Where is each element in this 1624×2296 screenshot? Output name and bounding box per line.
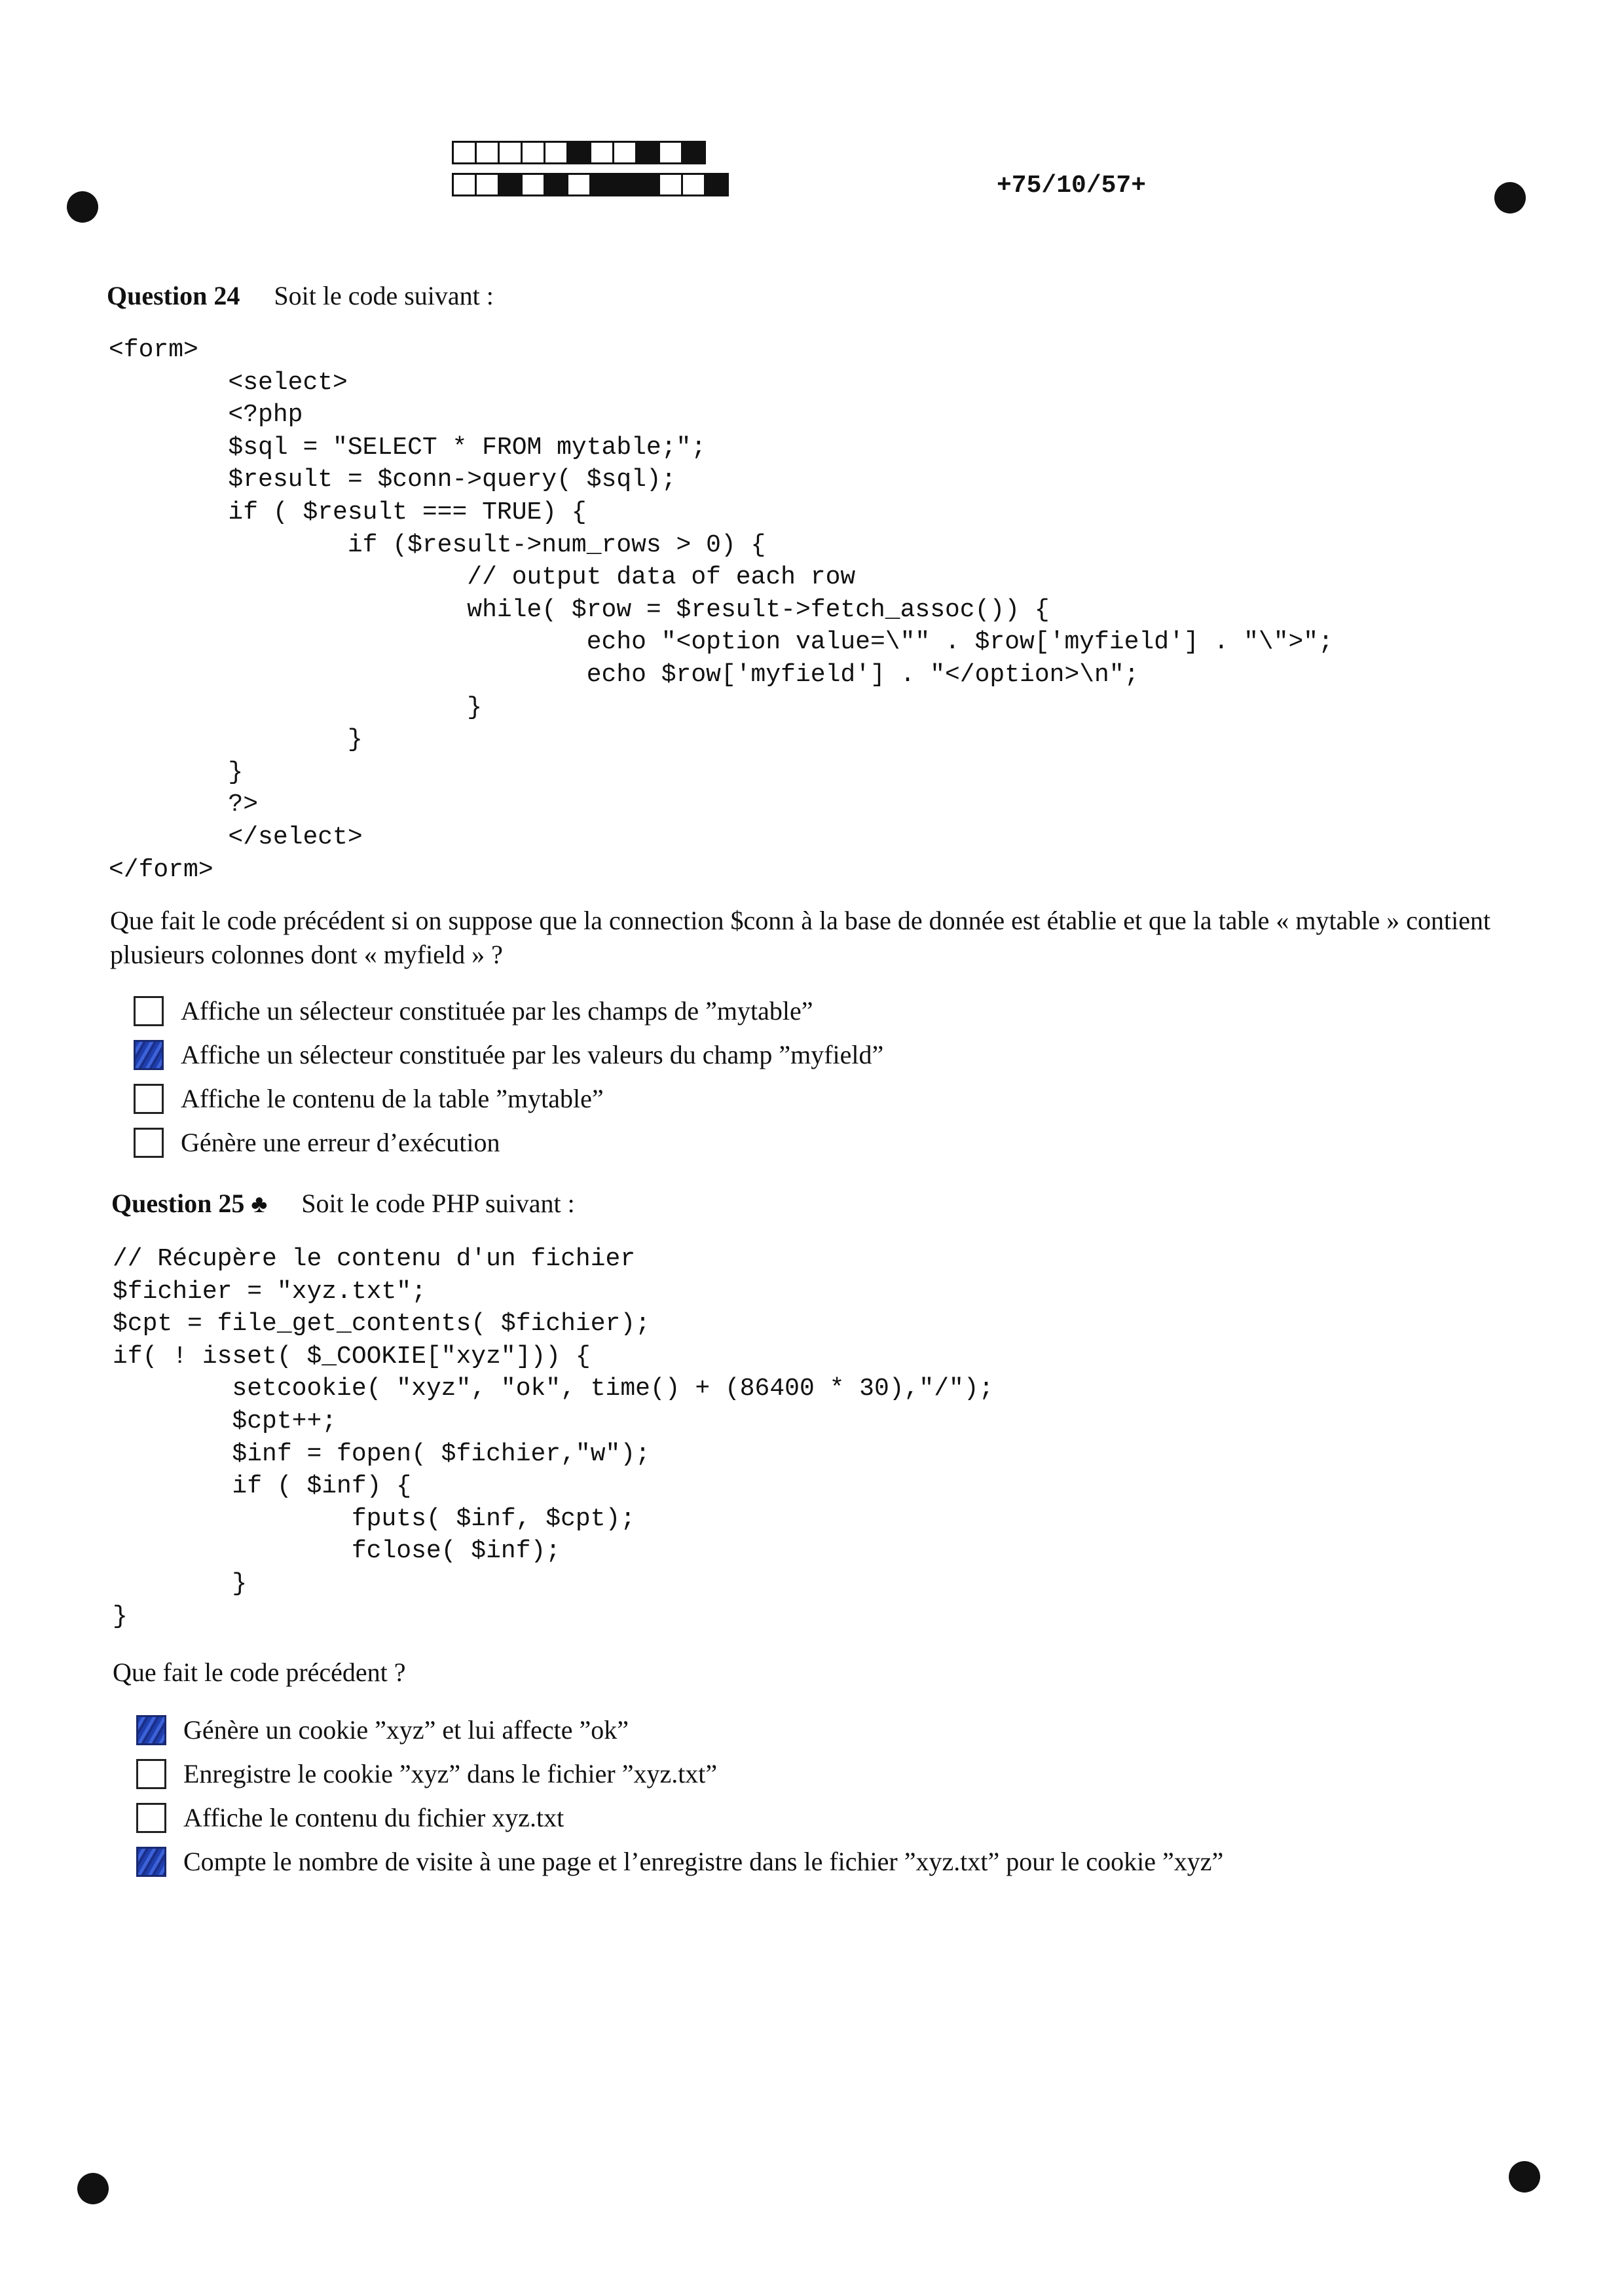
barcode-cell: [452, 173, 477, 196]
answer-option[interactable]: [134, 1120, 883, 1164]
question-24-code: <form> <select> <?php $sql = "SELECT * FROM mytable;"; $result = $conn->query( $sql); if ( $result === TRUE) { if ($result->num_rows > 0) { // output data of each row while( $row = $result->fetch_assoc()) { echo "<option value=\"" . $row['myfield'] . "\">"; echo $row['myfield'] . "</option>\n"; } } } ?> </select> </form>: [109, 336, 1333, 884]
barcode-row-bottom: [452, 173, 727, 196]
answer-option[interactable]: [136, 1752, 1223, 1796]
answer-checkbox[interactable]: [134, 996, 164, 1026]
barcode-cell: [475, 173, 500, 196]
question-24-answers: [134, 989, 883, 1164]
question-25-prompt: Que fait le code précédent ?: [113, 1657, 406, 1687]
club-icon: ♣: [251, 1191, 268, 1218]
exam-id: +75/10/57+: [997, 172, 1147, 200]
barcode-cell: [566, 173, 591, 196]
answer-option[interactable]: [134, 1077, 883, 1120]
answer-checkbox[interactable]: [136, 1759, 166, 1789]
barcode-cell: [681, 141, 706, 164]
registration-dot-bottom-left: [77, 2173, 109, 2204]
barcode-cell: [681, 173, 706, 196]
question-25-header: [111, 1188, 575, 1219]
question-25-code: // Récupère le contenu d'un fichier $fichier = "xyz.txt"; $cpt = file_get_contents( $fichier); if( ! isset( $_COOKIE["xyz"])) { setcookie( "xyz", "ok", time() + (86400 * 30),"/"); $cpt++; $inf = fopen( $fichier,"w"); if ( $inf) { fputs( $inf, $cpt); fclose( $inf); } }: [113, 1245, 994, 1631]
barcode-cell: [589, 141, 614, 164]
barcode-cell: [704, 173, 729, 196]
registration-dot-top-right: [1494, 182, 1526, 213]
barcode-cell: [452, 141, 477, 164]
answer-option[interactable]: [136, 1708, 1223, 1752]
answer-option[interactable]: [134, 1033, 883, 1077]
question-intro: Soit le code suivant :: [274, 281, 494, 310]
question-label: Question 24: [107, 281, 240, 310]
answer-option[interactable]: [134, 989, 883, 1033]
answer-text: Affiche le contenu du fichier xyz.txt: [183, 1803, 564, 1832]
barcode-cell: [498, 141, 523, 164]
question-24-prompt: Que fait le code précédent si on suppose que la connection $conn à la base de donnée est établie et que la table « mytable » contient plusieurs colonnes dont « myfield » ?: [110, 906, 1491, 969]
barcode-cell: [521, 173, 545, 196]
barcode-cell: [498, 173, 523, 196]
answer-text: Génère une erreur d’exécution: [181, 1128, 500, 1157]
barcode-cell: [521, 141, 545, 164]
answer-checkbox[interactable]: [134, 1084, 164, 1114]
answer-text: Affiche un sélecteur constituée par les champs de ”mytable”: [181, 996, 813, 1026]
answer-option[interactable]: [136, 1796, 1223, 1840]
barcode-cell: [566, 141, 591, 164]
answer-text: Compte le nombre de visite à une page et l’enregistre dans le fichier ”xyz.txt” pour le cookie ”xyz”: [183, 1847, 1224, 1876]
barcode-cell: [658, 141, 683, 164]
answer-checkbox[interactable]: [134, 1040, 164, 1070]
barcode-cell: [544, 141, 568, 164]
barcode-cell: [475, 141, 500, 164]
question-intro: Soit le code PHP suivant :: [301, 1189, 575, 1218]
barcode-cell: [612, 141, 637, 164]
barcode-cell: [544, 173, 568, 196]
registration-dot-bottom-right: [1509, 2161, 1540, 2193]
barcode-cell: [635, 141, 660, 164]
question-label: Question 25: [111, 1189, 245, 1218]
barcode-row-top: [452, 141, 704, 164]
barcode-cell: [658, 173, 683, 196]
answer-checkbox[interactable]: [136, 1715, 166, 1745]
barcode-cell: [612, 173, 637, 196]
barcode-cell: [635, 173, 660, 196]
answer-checkbox[interactable]: [136, 1847, 166, 1877]
answer-text: Génère un cookie ”xyz” et lui affecte ”ok”: [183, 1715, 629, 1745]
barcode-cell: [589, 173, 614, 196]
answer-option[interactable]: [136, 1840, 1223, 1883]
question-24-header: [107, 280, 494, 311]
question-25-answers: [136, 1708, 1223, 1883]
answer-checkbox[interactable]: [134, 1128, 164, 1158]
answer-text: Enregistre le cookie ”xyz” dans le fichier ”xyz.txt”: [183, 1759, 718, 1788]
registration-dot-top-left: [67, 191, 98, 223]
answer-text: Affiche le contenu de la table ”mytable”: [181, 1084, 604, 1113]
answer-checkbox[interactable]: [136, 1803, 166, 1833]
answer-text: Affiche un sélecteur constituée par les valeurs du champ ”myfield”: [181, 1040, 884, 1069]
